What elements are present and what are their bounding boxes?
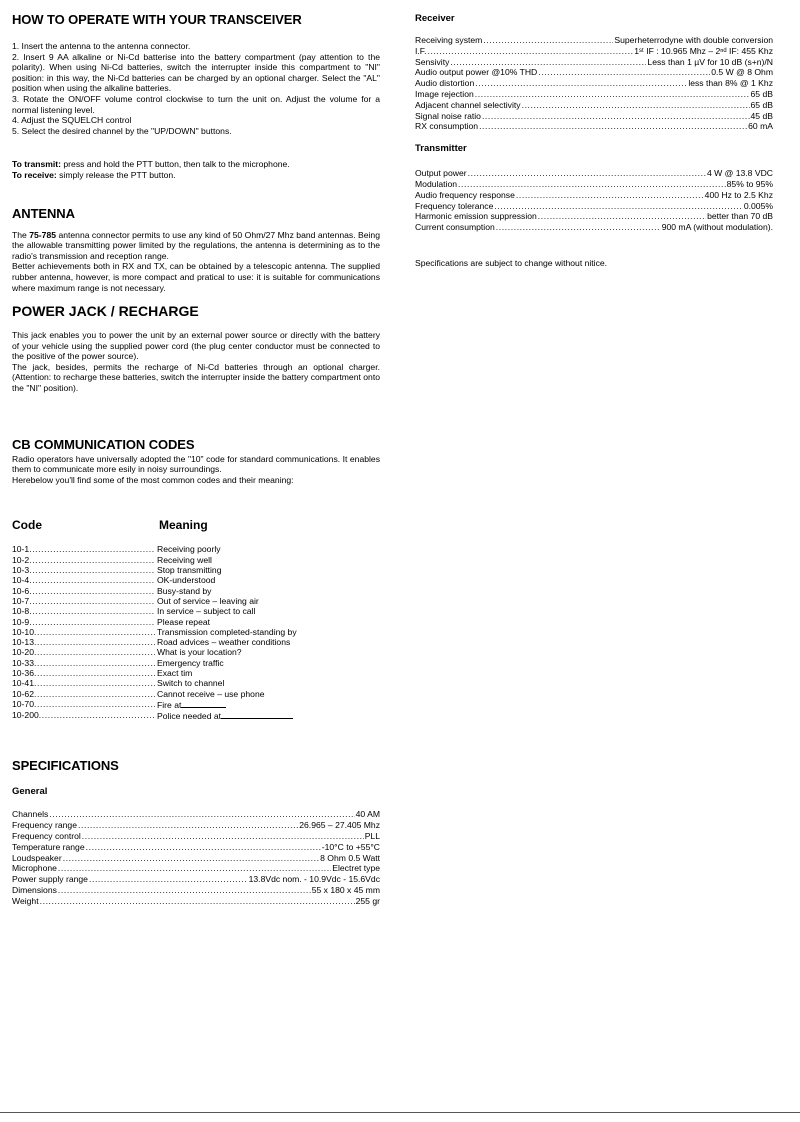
code-cell (12, 606, 155, 616)
spec-value: -10°C to +55°C (321, 841, 380, 852)
leader-dots (482, 111, 750, 122)
leader-dots (479, 121, 747, 132)
leader-dots (496, 222, 661, 233)
specs-note: Specifications are subject to change without nitice. (415, 257, 608, 268)
meaning-value: Stop transmitting (157, 565, 222, 576)
meaning-cell (155, 689, 265, 699)
spec-name: Output power (415, 168, 467, 179)
code-cell (12, 689, 155, 699)
leader-dots (89, 874, 248, 885)
fill-in-blank (221, 710, 293, 719)
leader-dots (39, 710, 155, 721)
spec-name: Frequency range (12, 820, 77, 831)
code-row (12, 617, 380, 627)
receive-label: To receive: (12, 169, 57, 180)
leader-dots (29, 617, 155, 627)
spec-value: better than 70 dB (707, 211, 773, 222)
code-value: 10-7 (12, 595, 30, 606)
spec-row (415, 179, 773, 190)
spec-name: Adjacent channel selectivity (415, 99, 521, 110)
operate-step: 1. Insert the antenna to the antenna connector. (12, 41, 191, 51)
spec-row (415, 168, 773, 179)
spec-name: Microphone (12, 863, 57, 874)
meaning-cell (155, 596, 259, 606)
spec-row (415, 78, 773, 89)
power-title: POWER JACK / RECHARGE (12, 303, 199, 320)
code-cell (12, 544, 155, 554)
spec-row (415, 121, 773, 132)
leader-dots (516, 190, 704, 201)
code-column-header: Code (12, 518, 42, 533)
code-cell (12, 658, 155, 668)
transmit-text: press and hold the PTT button, then talk to the microphone. (61, 159, 290, 170)
meaning-value: Cannot receive – use phone (157, 688, 265, 699)
operate-step: 2. Insert 9 AA alkaline or Ni-Cd batterise into the battery compartment (pay attention to the polarity). When using Ni-Cd batteries, switch the interrupter inside this compartment to "NI" position: in this way, the Ni-Cd batteries can be charged by an optional charger. Select the "AL" position when using the alkaline batteries. (12, 51, 380, 94)
leader-dots (63, 853, 319, 864)
meaning-cell (155, 678, 224, 688)
spec-name: Receiving system (415, 35, 483, 45)
spec-value: Superheterrodyne with double conversion (614, 35, 773, 45)
meaning-cell (155, 586, 211, 596)
spec-name: Audio frequency response (415, 189, 515, 200)
general-title: General (12, 786, 48, 798)
code-value: 10-3 (12, 565, 30, 576)
code-row (12, 647, 380, 657)
meaning-value: Road advices – weather conditions (157, 637, 291, 648)
meaning-value: In service – subject to call (157, 606, 256, 617)
meaning-cell (155, 565, 221, 575)
leader-dots (34, 627, 155, 637)
operate-step: 5. Select the desired channel by the "UP/DOWN" buttons. (12, 125, 232, 136)
meaning-cell (155, 617, 210, 627)
leader-dots (29, 565, 155, 575)
leader-dots (34, 637, 155, 647)
spec-row (12, 842, 380, 853)
code-value: 10-4 (12, 575, 30, 586)
meaning-cell (155, 544, 221, 554)
spec-name: Image rejection (415, 88, 474, 99)
meaning-cell (155, 658, 224, 668)
spec-row (415, 46, 773, 57)
code-row (12, 606, 380, 616)
spec-value: 0.5 W @ 8 Ohm (711, 67, 773, 78)
meaning-cell (155, 710, 293, 721)
code-value: 10-10 (12, 626, 34, 637)
code-row (12, 627, 380, 637)
leader-dots (450, 57, 646, 68)
spec-value: 26.965 – 27.405 Mhz (299, 820, 380, 831)
spec-row (12, 896, 380, 907)
leader-dots (475, 89, 750, 100)
receiver-title: Receiver (415, 13, 455, 24)
spec-name: Sensivity (415, 56, 450, 67)
code-cell (12, 637, 155, 647)
spec-row (12, 885, 380, 896)
power-paragraph-2: The jack, besides, permits the recharge of Ni-Cd batteries through an optional charger. (Attention: to recharge these batteries, switch the interrupter inside the battery compartment onto the "NI" position). (12, 361, 380, 394)
spec-name: Signal noise ratio (415, 110, 481, 121)
spec-value: 55 x 180 x 45 mm (311, 885, 380, 896)
code-value: 10-62 (12, 688, 34, 699)
spec-name: Audio output power @10% THD (415, 67, 538, 78)
code-value: 10-36 (12, 668, 34, 678)
spec-row (12, 863, 380, 874)
meaning-value: Receiving poorly (157, 544, 221, 555)
cb-title: CB COMMUNICATION CODES (12, 436, 195, 452)
meaning-value: Police needed at (157, 711, 222, 722)
leader-dots (29, 575, 155, 585)
spec-name: Temperature range (12, 841, 85, 852)
cb-paragraph-1: Radio operators have universally adopted the "10" code for standard communications. It enables them to communicate more esily in noisy surroundings. (12, 453, 380, 475)
meaning-value: What is your location? (157, 647, 242, 658)
leader-dots (34, 647, 155, 657)
spec-value: 45 dB (750, 110, 773, 121)
spec-name: Audio distortion (415, 78, 475, 89)
meaning-value: Emergency traffic (157, 657, 224, 668)
code-row (12, 689, 380, 699)
spec-value: 65 dB (750, 88, 773, 99)
code-row (12, 596, 380, 606)
code-value: 10-6 (12, 585, 30, 596)
operate-step: 3. Rotate the ON/OFF volume control clockwise to turn the unit on. Adjust the volume for a normal listening level. (12, 93, 380, 115)
leader-dots (483, 35, 613, 46)
spec-row (415, 201, 773, 212)
leader-dots (538, 67, 710, 78)
spec-name: Loudspeaker (12, 852, 62, 863)
spec-value: PLL (364, 831, 380, 842)
spec-row (12, 820, 380, 831)
spec-row (415, 57, 773, 68)
meaning-cell (155, 647, 242, 657)
transmitter-specs (415, 168, 773, 233)
receive-instruction (12, 170, 380, 181)
meaning-value: Busy-stand by (157, 585, 212, 596)
leader-dots (458, 179, 726, 190)
meaning-value: Receiving well (157, 554, 212, 565)
code-value: 10-9 (12, 616, 30, 627)
meaning-value: OK-understood (157, 575, 216, 586)
power-paragraph-1: This jack enables you to power the unit by an external power source or directly with the battery of your vehicle using the supplied power cord (the plug center conductor must be connected to the positive of the power source). (12, 330, 380, 362)
leader-dots (538, 211, 706, 222)
code-row (12, 575, 380, 585)
code-cell (12, 575, 155, 585)
transmitter-title: Transmitter (415, 143, 467, 155)
code-cell (12, 586, 155, 596)
code-value: 10-33 (12, 657, 34, 668)
meaning-cell (155, 627, 297, 637)
spec-name: Channels (12, 809, 49, 820)
leader-dots (34, 658, 155, 668)
code-row (12, 710, 380, 721)
spec-value: 13.8Vdc nom. - 10.9Vdc - 15.6Vdc (248, 874, 380, 885)
spec-name: Weight (12, 895, 39, 906)
leader-dots (34, 668, 155, 678)
spec-row (415, 100, 773, 111)
leader-dots (58, 885, 311, 896)
code-row (12, 586, 380, 596)
transmit-instruction (12, 159, 380, 170)
code-value: 10-41 (12, 678, 34, 689)
code-cell (12, 617, 155, 627)
code-row (12, 699, 380, 710)
code-row (12, 637, 380, 647)
spec-value: Electret type (332, 863, 380, 874)
spec-row (12, 874, 380, 885)
antenna-model: 75-785 (29, 229, 57, 240)
receiver-specs (415, 35, 773, 132)
general-specs (12, 809, 380, 906)
right-column (415, 10, 773, 269)
specs-title: SPECIFICATIONS (12, 758, 119, 774)
spec-row (415, 211, 773, 222)
antenna-paragraph-2: Better achievements both in RX and TX, can be obtained by a telescopic antenna. The supplied rubber antenna, however, is more compact and pratical to use: it is suitable for communications where maximum range is not necessary. (12, 261, 380, 293)
meaning-cell (155, 555, 212, 565)
code-cell (12, 678, 155, 688)
code-value: 10-20 (12, 647, 34, 658)
leader-dots (427, 46, 633, 57)
spec-value: Less than 1 µV for 10 dB (s+n)/N (647, 56, 773, 67)
leader-dots (522, 100, 750, 111)
leader-dots (34, 699, 155, 710)
leader-dots (34, 678, 155, 688)
operate-step: 4. Adjust the SQUELCH control (12, 115, 132, 126)
code-cell (12, 710, 155, 721)
code-value: 10-8 (12, 606, 30, 617)
spec-name: Power supply range (12, 874, 88, 885)
leader-dots (29, 596, 155, 606)
leader-dots (49, 809, 354, 820)
transmit-label: To transmit: (12, 159, 62, 170)
page-bottom-rule (0, 1112, 800, 1113)
spec-value: 8 Ohm 0.5 Watt (320, 852, 380, 863)
spec-value: 40 AM (355, 809, 380, 820)
leader-dots (78, 820, 298, 831)
meaning-value: Exact tim (157, 668, 193, 678)
leader-dots (58, 863, 331, 874)
antenna-paragraph-1: The 75-785 antenna connector permits to use any kind of 50 Ohm/27 Mhz band antennas. Being the allowable transmitting power limited by the regulations, the antenna is determining as to the radio's transmission and reception range. (12, 229, 380, 261)
meaning-cell (155, 575, 215, 585)
leader-dots (468, 168, 706, 179)
spec-row (415, 222, 773, 233)
spec-row (12, 809, 380, 820)
spec-name: Modulation (415, 178, 458, 189)
leader-dots (29, 555, 155, 565)
operate-title: HOW TO OPERATE WITH YOUR TRANSCEIVER (12, 12, 302, 27)
spec-name: RX consumption (415, 121, 479, 132)
spec-value: 900 mA (without modulation). (661, 222, 773, 233)
leader-dots (86, 842, 321, 853)
code-row (12, 565, 380, 575)
spec-value: 4 W @ 13.8 VDC (706, 168, 773, 179)
fill-in-blank (181, 699, 226, 708)
leader-dots (40, 896, 355, 907)
spec-value: 400 Hz to 2.5 Khz (704, 189, 773, 200)
left-column (12, 10, 380, 907)
spec-value: 1ˢᵗ IF : 10.965 Mhz – 2ⁿᵈ IF: 455 Khz (634, 45, 773, 56)
leader-dots (29, 544, 155, 554)
code-cell (12, 555, 155, 565)
leader-dots (494, 201, 743, 212)
code-cell (12, 565, 155, 575)
leader-dots (29, 606, 155, 616)
meaning-cell (155, 668, 192, 678)
spec-name: Dimensions (12, 885, 57, 896)
spec-name: Frequency tolerance (415, 200, 494, 211)
spec-row (415, 35, 773, 46)
meaning-value: Out of service – leaving air (157, 595, 259, 606)
spec-value: 255 gr (355, 895, 380, 906)
spec-row (415, 111, 773, 122)
spec-row (415, 67, 773, 78)
meaning-value: Switch to channel (157, 678, 225, 689)
code-value: 10-1 (12, 544, 30, 555)
code-row (12, 678, 380, 688)
code-cell (12, 699, 155, 710)
spec-value: 85% to 95% (726, 178, 773, 189)
meaning-cell (155, 606, 255, 616)
codes-list (12, 544, 380, 721)
meaning-column-header: Meaning (159, 518, 208, 533)
spec-row (415, 89, 773, 100)
code-row (12, 668, 380, 678)
meaning-value: Fire at (157, 699, 182, 710)
code-cell (12, 627, 155, 637)
leader-dots (82, 831, 364, 842)
spec-value: 65 dB (750, 99, 773, 110)
receive-text: simply release the PTT button. (56, 169, 176, 180)
spec-name: Current consumption (415, 222, 495, 233)
code-cell (12, 596, 155, 606)
spec-value: less than 8% @ 1 Khz (688, 78, 773, 89)
meaning-cell (155, 699, 226, 710)
code-cell (12, 668, 155, 678)
code-cell (12, 647, 155, 657)
codes-header (12, 518, 380, 532)
leader-dots (475, 78, 687, 89)
meaning-cell (155, 637, 290, 647)
spec-name: Harmonic emission suppression (415, 211, 537, 222)
meaning-value: Transmission completed-standing by (157, 626, 297, 637)
spec-name: Frequency control (12, 831, 81, 842)
spec-row (12, 831, 380, 842)
code-value: 10-70 (12, 698, 34, 709)
cb-paragraph-2: Herebelow you'll find some of the most common codes and their meaning: (12, 474, 294, 485)
code-value: 10-13 (12, 637, 34, 648)
meaning-value: Please repeat (157, 616, 211, 627)
code-row (12, 658, 380, 668)
code-value: 10-2 (12, 554, 30, 565)
antenna-title: ANTENNA (12, 205, 75, 221)
code-row (12, 555, 380, 565)
spec-row (415, 190, 773, 201)
leader-dots (34, 689, 155, 699)
leader-dots (29, 586, 155, 596)
code-row (12, 544, 380, 554)
spec-value: 0.005% (743, 200, 773, 211)
operate-steps (12, 41, 380, 136)
spec-value: 60 mA (748, 121, 773, 132)
spec-name: I.F. (415, 45, 427, 56)
code-value: 10-200 (12, 710, 39, 721)
spec-row (12, 853, 380, 864)
